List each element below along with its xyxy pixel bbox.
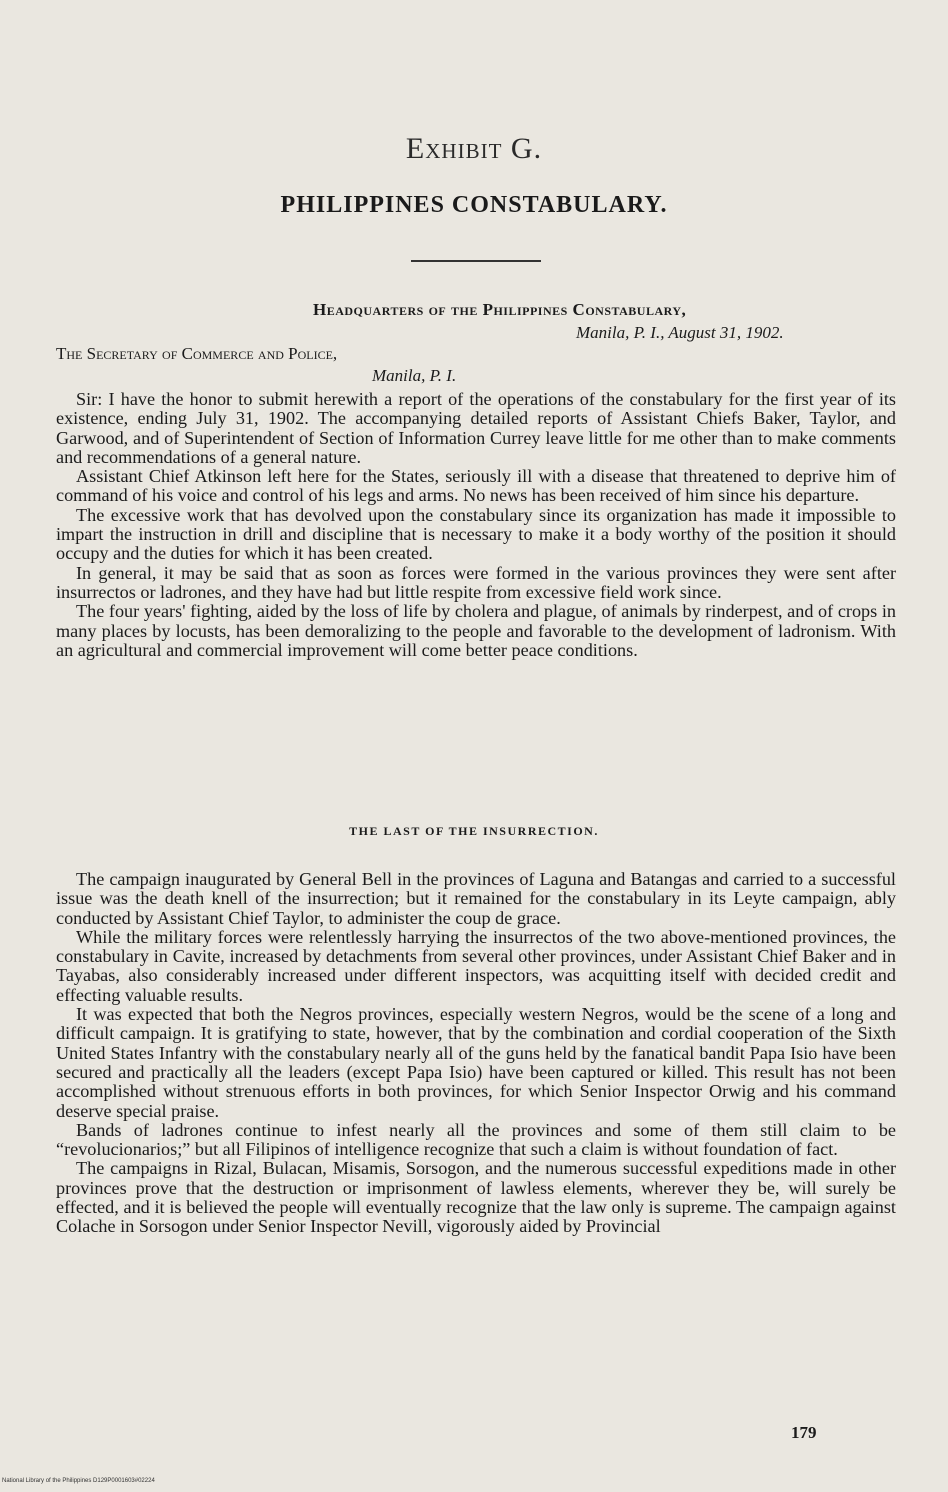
paragraph: It was expected that both the Negros provinces, especially western Negros, would be the scene of a long and difficult campaign. It is gratifying to state, however, that by the combination and cordial cooperation of the Sixth United States Infantry with the constabulary nearly all of the guns held by the fanatical bandit Papa Isio have been secured and practically all the leaders (except Papa Isio) have been captured or killed. This result has not been accomplished without strenuous efforts in both provinces, for which Senior Inspector Orwig and his command deserve special praise.: [56, 1004, 896, 1121]
exhibit-label: Exhibit G.: [405, 132, 543, 165]
paragraph: The campaign inaugurated by General Bell in the provinces of Laguna and Batangas and carried to a successful issue was the death knell of the insurrection; but it remained for the constabulary in its Leyte campaign, ably conducted by Assistant Chief Taylor, to administer the coup de grace.: [56, 869, 896, 928]
headquarters-date: Manila, P. I., August 31, 1902.: [576, 323, 784, 342]
intro-text: [56, 390, 896, 660]
section-text: [56, 870, 896, 1237]
paragraph: Assistant Chief Atkinson left here for the States, seriously ill with a disease that threatened to deprive him of command of his voice and control of his legs and arms. No news has been received of him since his departure.: [56, 466, 896, 506]
addressee-line: The Secretary of Commerce and Police,: [56, 344, 338, 363]
page-number: 179: [791, 1423, 817, 1442]
paragraph: Bands of ladrones continue to infest nearly all the provinces and some of them still claim to be “revolucionarios;” but all Filipinos of intelligence recognize that such a claim is without foundation of fact.: [56, 1119, 896, 1160]
paragraph: In general, it may be said that as soon as forces were formed in the various provinces they were sent after insurrectos or ladrones, and they have had but little respite from excessive field work since.: [56, 562, 896, 602]
paragraph: The excessive work that has devolved upon the constabulary since its organization has made it impossible to impart the instruction in drill and discipline that is necessary to make it a body worthy of the position it should occupy and the duties for which it has been created.: [56, 504, 896, 564]
title-divider: [411, 260, 541, 262]
addressee-city: Manila, P. I.: [372, 366, 457, 385]
paragraph: While the military forces were relentlessly harrying the insurrectos of the two above-mentioned provinces, the constabulary in Cavite, increased by detachments from several other provinces, under Assistant Chief Baker and in Tayabas, also considerably increased under different inspectors, was acquitting itself with decided credit and effecting valuable results.: [56, 926, 896, 1005]
paragraph: Sir: I have the honor to submit herewith a report of the operations of the constabulary for the first year of its existence, ending July 31, 1902. The accompanying detailed reports of Assistant Chiefs Baker, Taylor, and Garwood, and of Superintendent of Section of Information Currey leave little for me other than to make comments and recommendations of a general nature.: [56, 389, 896, 467]
scan-footer-note: National Library of the Philippines D129P0001603#02224: [2, 1478, 155, 1484]
section-heading: THE LAST OF THE INSURRECTION.: [349, 824, 599, 838]
paragraph: The four years' fighting, aided by the loss of life by cholera and plague, of animals by rinderpest, and of crops in many places by locusts, has been demoralizing to the people and favorable to the development of ladronism. With an agricultural and commercial improvement will come better peace conditions.: [56, 601, 896, 660]
paragraph: The campaigns in Rizal, Bulacan, Misamis, Sorsogon, and the numerous successful expeditions made in other provinces prove that the destruction or imprisonment of lawless elements, wherever they be, will surely be effected, and it is believed the people will eventually recognize that the law only is supreme. The campaign against Colache in Sorsogon under Senior Inspector Nevill, vigorously aided by Provincial: [56, 1158, 896, 1237]
document-title: PHILIPPINES CONSTABULARY.: [280, 192, 668, 218]
headquarters-line: Headquarters of the Philippines Constabulary,: [313, 300, 687, 319]
